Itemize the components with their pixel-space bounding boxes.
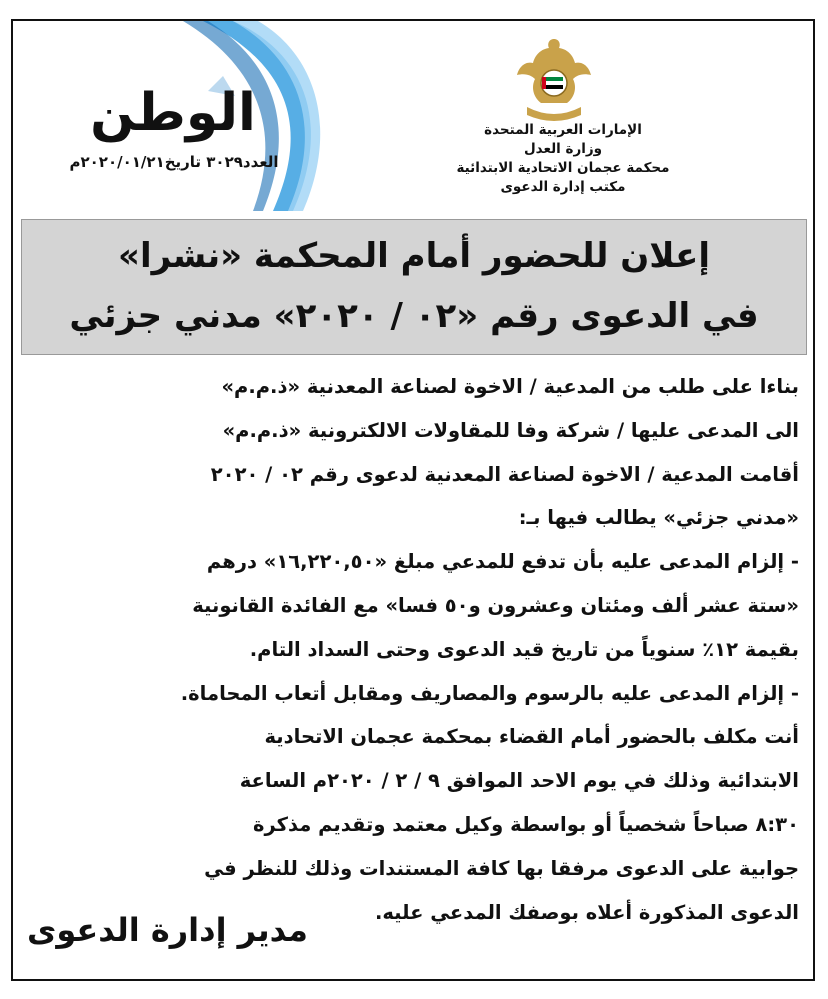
body-line: بناءا على طلب من المدعية / الاخوة لصناعة المعدنية «ذ.م.م» (221, 375, 799, 398)
body-line: الابتدائية وذلك في يوم الاحد الموافق ٩ / ٢ / ٢٠٢٠م الساعة (239, 769, 799, 793)
body-line: «مدني جزئي» يطالب فيها بـ: (518, 506, 799, 530)
body-line: جوابية على الدعوى مرفقا بها كافة المستندات وذلك للنظر في (204, 856, 799, 880)
body-line: ٨:٣٠ صباحاً شخصياً أو بواسطة وكيل معتمد وتقديم مذكرة (253, 812, 799, 836)
case-number-title: في الدعوى رقم «٠٢ / ٢٠٢٠» مدني جزئي (69, 296, 759, 336)
announcement-frame (11, 19, 815, 981)
header (13, 21, 813, 213)
body-line: الدعوى المذكورة أعلاه بوصفك المدعي عليه. (374, 900, 799, 924)
body-line: أنت مكلف بالحضور أمام القضاء بمحكمة عجمان الاتحادية (264, 725, 799, 749)
newspaper-name: الوطن (90, 83, 256, 143)
authority-block (413, 121, 713, 197)
authority-office: مكتب إدارة الدعوى (500, 179, 626, 195)
body-line: - إلزام المدعى عليه بالرسوم والمصاريف ومقابل أتعاب المحاماة. (180, 681, 799, 705)
body-line: - إلزام المدعى عليه بأن تدفع للمدعي مبلغ «١٦,٢٢٠,٥٠» درهم (206, 550, 799, 574)
body-line: أقامت المدعية / الاخوة لصناعة المعدنية لدعوى رقم ٠٢ / ٢٠٢٠ (210, 462, 799, 486)
authority-court: محكمة عجمان الاتحادية الابتدائية (456, 160, 670, 176)
uae-emblem-icon (513, 35, 595, 125)
issue-date-line: العدد٣٠٢٩ تاريخ٢٠٢٠/٠١/٢١م (69, 153, 279, 171)
body-line: الى المدعى عليها / شركة وفا للمقاولات الالكترونية «ذ.م.م» (222, 418, 799, 442)
authority-country: الإمارات العربية المتحدة (484, 122, 642, 138)
signature: مدير إدارة الدعوى (27, 911, 308, 949)
body-line: بقيمة ١٢٪ سنوياً من تاريخ قيد الدعوى وحتى السداد التام. (249, 637, 799, 661)
notice-body (27, 365, 799, 934)
notice-title-box (21, 219, 807, 355)
body-line: «ستة عشر ألف ومئتان وعشرون و٥٠ فسا» مع الفائدة القانونية (192, 593, 799, 617)
authority-ministry: وزارة العدل (523, 141, 603, 157)
notice-title: إعلان للحضور أمام المحكمة «نشرا» (118, 236, 710, 276)
